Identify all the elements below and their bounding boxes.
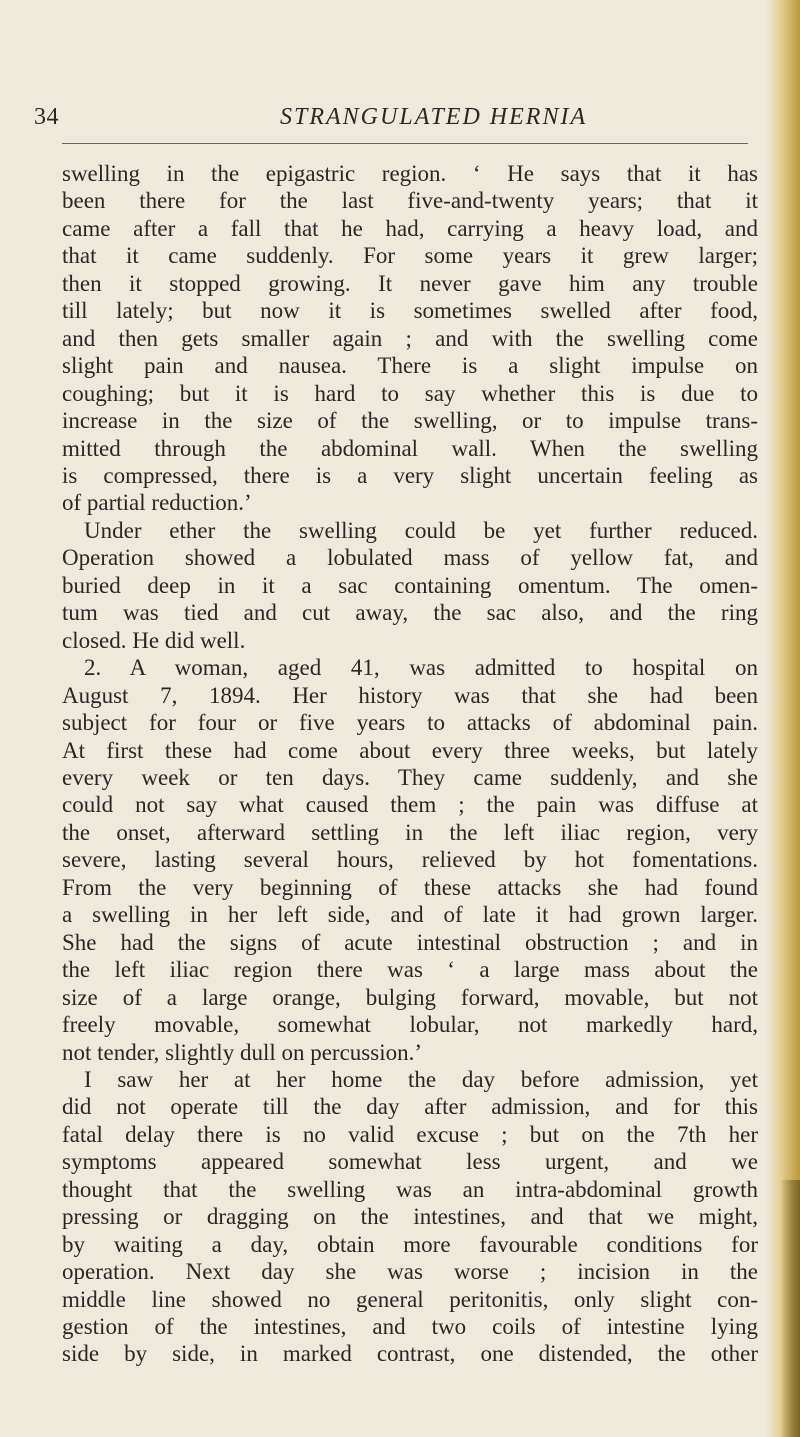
text-line: and then gets smaller again ; and with the swelling come — [62, 325, 758, 351]
text-line: coughing; but it is hard to say whether this is due to — [62, 380, 758, 406]
body-text — [62, 160, 762, 1368]
text-line: At first these had come about every three weeks, but lately — [62, 737, 758, 763]
text-line: the left iliac region there was ‘ a large mass about the — [62, 957, 758, 983]
text-line: been there for the last five-and-twenty years; that it — [62, 188, 758, 214]
text-line: pressing or dragging on the intestines, and that we might, — [62, 1204, 758, 1230]
text-line: then it stopped growing. It never gave him any trouble — [62, 270, 758, 296]
text-line: middle line showed no general peritonitis, only slight con- — [62, 1286, 758, 1312]
text-line: is compressed, there is a very slight uncertain feeling as — [62, 462, 758, 488]
text-line: every week or ten days. They came suddenly, and she — [62, 764, 758, 790]
text-line: thought that the swelling was an intra-abdominal growth — [62, 1176, 758, 1202]
text-line: by waiting a day, obtain more favourable conditions for — [62, 1231, 758, 1257]
text-line: slight pain and nausea. There is a slight impulse on — [62, 353, 758, 379]
text-line: till lately; but now it is sometimes swelled after food, — [62, 298, 758, 324]
text-line: fatal delay there is no valid excuse ; but on the 7th her — [62, 1121, 758, 1147]
text-line: that it came suddenly. For some years it grew larger; — [62, 243, 758, 269]
text-line: gestion of the intestines, and two coils of intestine lying — [62, 1314, 758, 1340]
page-number: 34 — [34, 104, 59, 130]
text-line: not tender, slightly dull on percussion.’ — [62, 1039, 423, 1065]
text-line: the onset, afterward settling in the left iliac region, very — [62, 819, 758, 845]
page-edge-shadow — [780, 1180, 800, 1437]
text-line: Operation showed a lobulated mass of yellow fat, and — [62, 545, 758, 571]
text-line: closed. He did well. — [62, 627, 246, 653]
text-line: a swelling in her left side, and of late it had grown larger. — [62, 902, 758, 928]
text-line: tum was tied and cut away, the sac also, and the ring — [62, 600, 758, 626]
text-line: freely movable, somewhat lobular, not markedly hard, — [62, 1012, 758, 1038]
text-line: August 7, 1894. Her history was that she had been — [62, 682, 758, 708]
page-header — [34, 104, 750, 144]
text-line: came after a fall that he had, carrying a heavy load, and — [62, 215, 758, 241]
text-line: increase in the size of the swelling, or to impulse trans- — [62, 408, 758, 434]
paragraph-start-line: I saw her at her home the day before admission, yet — [84, 1066, 758, 1092]
text-line: symptoms appeared somewhat less urgent, and we — [62, 1149, 758, 1175]
paragraph-start-line: Under ether the swelling could be yet further reduced. — [84, 517, 758, 543]
text-line: of partial reduction.’ — [62, 490, 252, 516]
paragraph-start-line: 2. A woman, aged 41, was admitted to hospital on — [84, 655, 758, 681]
text-line: From the very beginning of these attacks she had found — [62, 874, 758, 900]
header-rule — [62, 143, 748, 144]
text-line: mitted through the abdominal wall. When the swelling — [62, 435, 758, 461]
text-line: size of a large orange, bulging forward, movable, but not — [62, 984, 758, 1010]
text-line: buried deep in it a sac containing omentum. The omen- — [62, 572, 758, 598]
text-line: She had the signs of acute intestinal obstruction ; and in — [62, 929, 758, 955]
text-line: severe, lasting several hours, relieved by hot fomentations. — [62, 847, 758, 873]
text-line: swelling in the epigastric region. ‘ He says that it has — [62, 161, 758, 186]
text-line: did not operate till the day after admission, and for this — [62, 1094, 758, 1120]
text-line: subject for four or five years to attacks of abdominal pain. — [62, 710, 758, 736]
text-line: operation. Next day she was worse ; incision in the — [62, 1259, 758, 1285]
text-line: side by side, in marked contrast, one distended, the other — [62, 1341, 758, 1367]
text-line: could not say what caused them ; the pain was diffuse at — [62, 792, 758, 818]
running-title: STRANGULATED HERNIA — [280, 104, 588, 130]
